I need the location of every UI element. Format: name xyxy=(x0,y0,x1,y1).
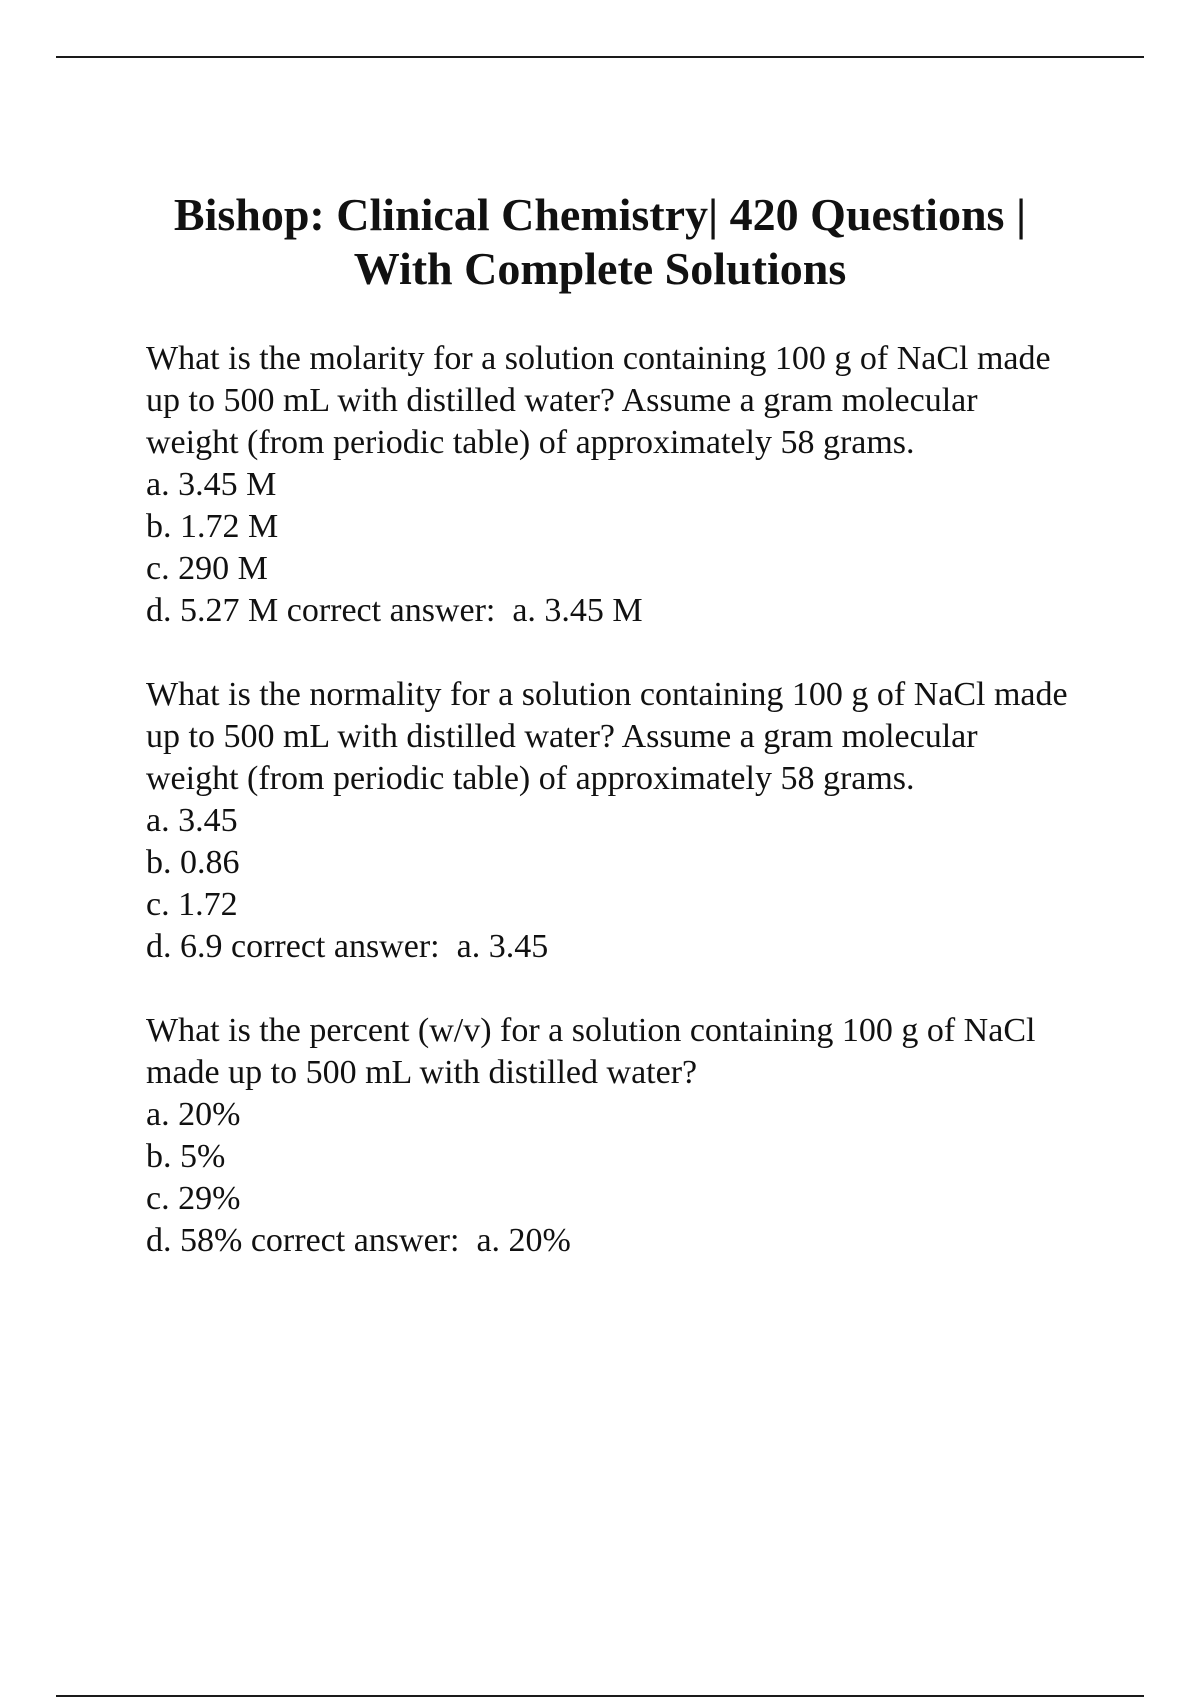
option-c: c. 29% xyxy=(146,1180,241,1217)
title-line-1: Bishop: Clinical Chemistry| 420 Questions | xyxy=(173,189,1027,240)
option-d: d. 5.27 M xyxy=(146,592,279,629)
page-title xyxy=(100,188,1100,296)
option-d: d. 6.9 xyxy=(146,928,223,965)
option-d: d. 58% xyxy=(146,1222,243,1259)
answer-label: correct answer: xyxy=(231,928,440,965)
answer-label: correct answer: xyxy=(286,592,496,629)
question-list xyxy=(146,338,1076,1304)
correct-answer: a. 20% xyxy=(476,1222,571,1259)
title-line-2: With Complete Solutions xyxy=(353,243,847,294)
question-text: What is the normality for a solution containing 100 g of NaCl made up to 500 mL with distilled water? Assume a gram molecular weight (from periodic table) of approximately 58 grams. xyxy=(146,676,1068,797)
correct-answer: a. 3.45 xyxy=(456,928,549,965)
question-1 xyxy=(146,338,1076,632)
option-d-with-answer xyxy=(146,590,1076,632)
option-b: b. 1.72 M xyxy=(146,508,279,545)
correct-answer: a. 3.45 M xyxy=(512,592,643,629)
option-b: b. 0.86 xyxy=(146,844,240,881)
option-a: a. 20% xyxy=(146,1096,241,1133)
option-b: b. 5% xyxy=(146,1138,226,1175)
option-a: a. 3.45 M xyxy=(146,466,277,503)
header-rule xyxy=(56,56,1144,58)
question-2 xyxy=(146,674,1076,968)
option-c: c. 290 M xyxy=(146,550,268,587)
option-a: a. 3.45 xyxy=(146,802,238,839)
option-d-with-answer xyxy=(146,926,1076,968)
option-c: c. 1.72 xyxy=(146,886,238,923)
answer-label: correct answer: xyxy=(250,1222,460,1259)
footer-rule xyxy=(56,1695,1144,1697)
question-3 xyxy=(146,1010,1076,1262)
question-text: What is the molarity for a solution containing 100 g of NaCl made up to 500 mL with distilled water? Assume a gram molecular weight (from periodic table) of approximately 58 grams. xyxy=(146,340,1051,461)
option-d-with-answer xyxy=(146,1220,1076,1262)
question-text: What is the percent (w/v) for a solution containing 100 g of NaCl made up to 500 mL with distilled water? xyxy=(146,1012,1036,1091)
